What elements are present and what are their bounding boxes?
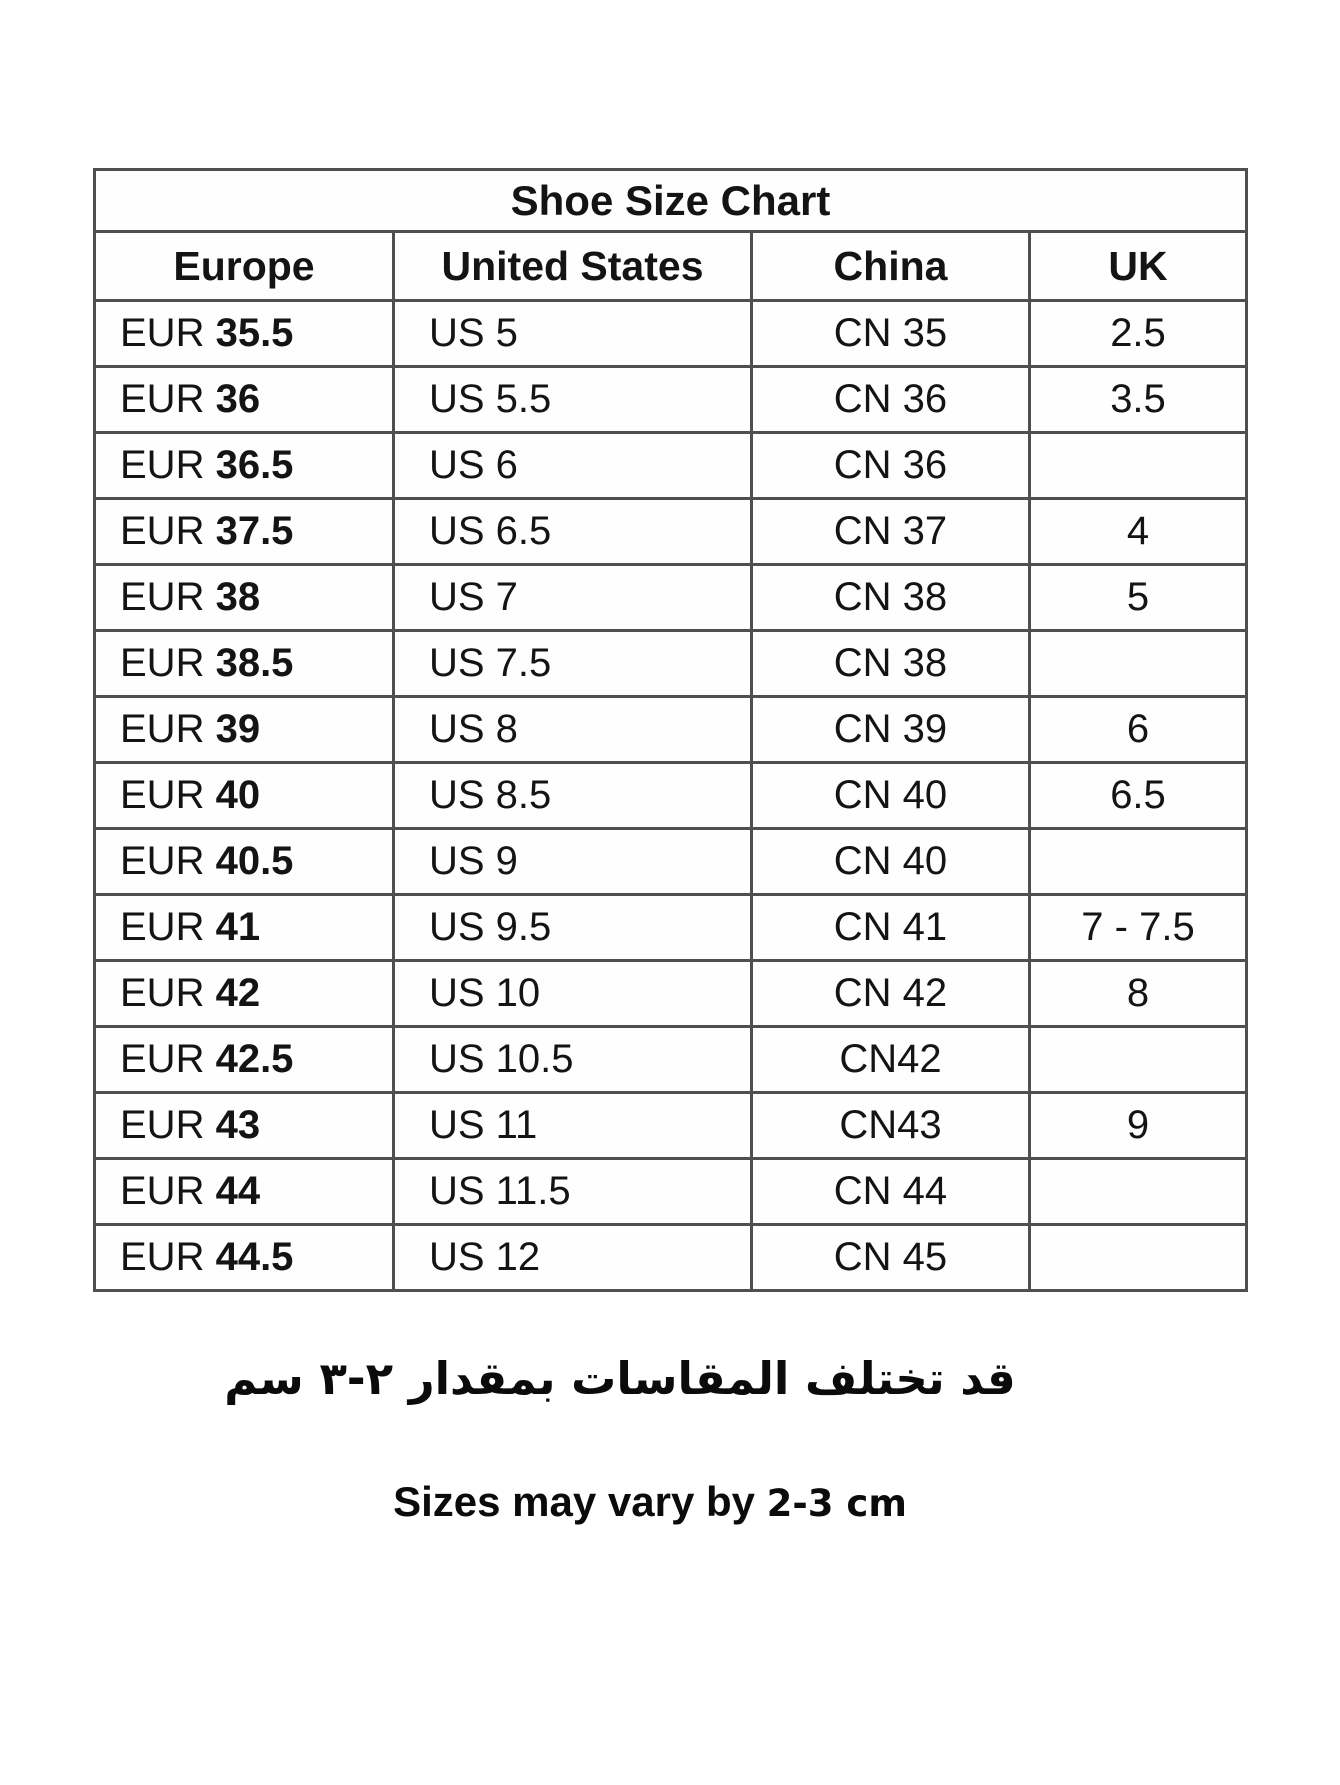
table-row: [95, 829, 1247, 895]
us-cell: US 9.5: [394, 895, 752, 961]
europe-cell: [95, 961, 394, 1027]
china-cell: CN 39: [752, 697, 1030, 763]
china-cell: CN 40: [752, 829, 1030, 895]
us-cell: US 6: [394, 433, 752, 499]
europe-cell: [95, 1027, 394, 1093]
uk-cell: 2.5: [1030, 301, 1247, 367]
note-arabic: قد تختلف المقاسات بمقدار ٢-٣ سم: [224, 1352, 1016, 1405]
note-english-measure: 2-3 cm: [766, 1482, 907, 1525]
europe-cell: [95, 631, 394, 697]
uk-cell: 4: [1030, 499, 1247, 565]
europe-size: 36.5: [215, 443, 294, 487]
europe-cell: [95, 697, 394, 763]
china-cell: CN42: [752, 1027, 1030, 1093]
table-row: [95, 961, 1247, 1027]
europe-prefix: EUR: [120, 971, 216, 1015]
europe-cell: [95, 499, 394, 565]
china-cell: CN 37: [752, 499, 1030, 565]
table-row: [95, 301, 1247, 367]
uk-cell: [1030, 1225, 1247, 1291]
uk-cell: 9: [1030, 1093, 1247, 1159]
uk-cell: [1030, 433, 1247, 499]
europe-size: 37.5: [215, 509, 294, 553]
table-row: [95, 1027, 1247, 1093]
europe-cell: [95, 1225, 394, 1291]
column-header-united-states: United States: [394, 232, 752, 301]
us-cell: US 8: [394, 697, 752, 763]
us-cell: US 11: [394, 1093, 752, 1159]
uk-cell: 7 - 7.5: [1030, 895, 1247, 961]
table-title: Shoe Size Chart: [95, 170, 1247, 232]
column-header-uk: UK: [1030, 232, 1247, 301]
uk-cell: 3.5: [1030, 367, 1247, 433]
table-row: [95, 565, 1247, 631]
table-row: [95, 1093, 1247, 1159]
us-cell: US 11.5: [394, 1159, 752, 1225]
europe-cell: [95, 1093, 394, 1159]
china-cell: CN 42: [752, 961, 1030, 1027]
europe-prefix: EUR: [120, 1169, 216, 1213]
china-cell: CN 38: [752, 631, 1030, 697]
europe-prefix: EUR: [120, 641, 216, 685]
uk-cell: 8: [1030, 961, 1247, 1027]
note-english-main: Sizes may vary by: [393, 1478, 767, 1525]
europe-prefix: EUR: [120, 575, 216, 619]
us-cell: US 5: [394, 301, 752, 367]
us-cell: US 6.5: [394, 499, 752, 565]
europe-size: 38.5: [215, 641, 294, 685]
table-header-row: [95, 232, 1247, 301]
europe-size: 38: [215, 575, 261, 619]
us-cell: US 10: [394, 961, 752, 1027]
china-cell: CN 36: [752, 433, 1030, 499]
europe-cell: [95, 433, 394, 499]
table-row: [95, 367, 1247, 433]
europe-cell: [95, 829, 394, 895]
table-row: [95, 895, 1247, 961]
europe-cell: [95, 895, 394, 961]
china-cell: CN 35: [752, 301, 1030, 367]
europe-cell: [95, 1159, 394, 1225]
europe-size: 44.5: [215, 1235, 294, 1279]
us-cell: US 7: [394, 565, 752, 631]
table-title-row: [95, 170, 1247, 232]
us-cell: US 7.5: [394, 631, 752, 697]
note-english: [0, 1478, 1300, 1526]
europe-size: 35.5: [215, 311, 294, 355]
europe-size: 40: [215, 773, 261, 817]
europe-size: 39: [215, 707, 261, 751]
column-header-europe: Europe: [95, 232, 394, 301]
europe-size: 43: [215, 1103, 261, 1147]
china-cell: CN43: [752, 1093, 1030, 1159]
europe-size: 44: [215, 1169, 261, 1213]
shoe-size-table: [93, 168, 1248, 1292]
europe-prefix: EUR: [120, 1235, 216, 1279]
europe-prefix: EUR: [120, 773, 216, 817]
table-row: [95, 1159, 1247, 1225]
table-row: [95, 499, 1247, 565]
us-cell: US 9: [394, 829, 752, 895]
us-cell: US 5.5: [394, 367, 752, 433]
uk-cell: [1030, 631, 1247, 697]
europe-prefix: EUR: [120, 839, 216, 883]
uk-cell: 5: [1030, 565, 1247, 631]
china-cell: CN 44: [752, 1159, 1030, 1225]
us-cell: US 12: [394, 1225, 752, 1291]
europe-prefix: EUR: [120, 377, 216, 421]
europe-prefix: EUR: [120, 905, 216, 949]
table-row: [95, 1225, 1247, 1291]
us-cell: US 8.5: [394, 763, 752, 829]
us-cell: US 10.5: [394, 1027, 752, 1093]
china-cell: CN 36: [752, 367, 1030, 433]
europe-cell: [95, 763, 394, 829]
table-row: [95, 433, 1247, 499]
column-header-china: China: [752, 232, 1030, 301]
europe-prefix: EUR: [120, 1037, 216, 1081]
europe-prefix: EUR: [120, 443, 216, 487]
uk-cell: 6: [1030, 697, 1247, 763]
uk-cell: [1030, 1159, 1247, 1225]
uk-cell: [1030, 829, 1247, 895]
europe-size: 36: [215, 377, 261, 421]
table-row: [95, 697, 1247, 763]
europe-size: 42.5: [215, 1037, 294, 1081]
europe-prefix: EUR: [120, 509, 216, 553]
europe-prefix: EUR: [120, 1103, 216, 1147]
table-row: [95, 763, 1247, 829]
europe-prefix: EUR: [120, 311, 216, 355]
europe-size: 42: [215, 971, 261, 1015]
china-cell: CN 38: [752, 565, 1030, 631]
europe-cell: [95, 301, 394, 367]
europe-prefix: EUR: [120, 707, 216, 751]
table-row: [95, 631, 1247, 697]
uk-cell: 6.5: [1030, 763, 1247, 829]
china-cell: CN 41: [752, 895, 1030, 961]
europe-cell: [95, 367, 394, 433]
china-cell: CN 40: [752, 763, 1030, 829]
europe-size: 41: [215, 905, 261, 949]
china-cell: CN 45: [752, 1225, 1030, 1291]
table-body: [95, 301, 1247, 1291]
europe-size: 40.5: [215, 839, 294, 883]
uk-cell: [1030, 1027, 1247, 1093]
europe-cell: [95, 565, 394, 631]
